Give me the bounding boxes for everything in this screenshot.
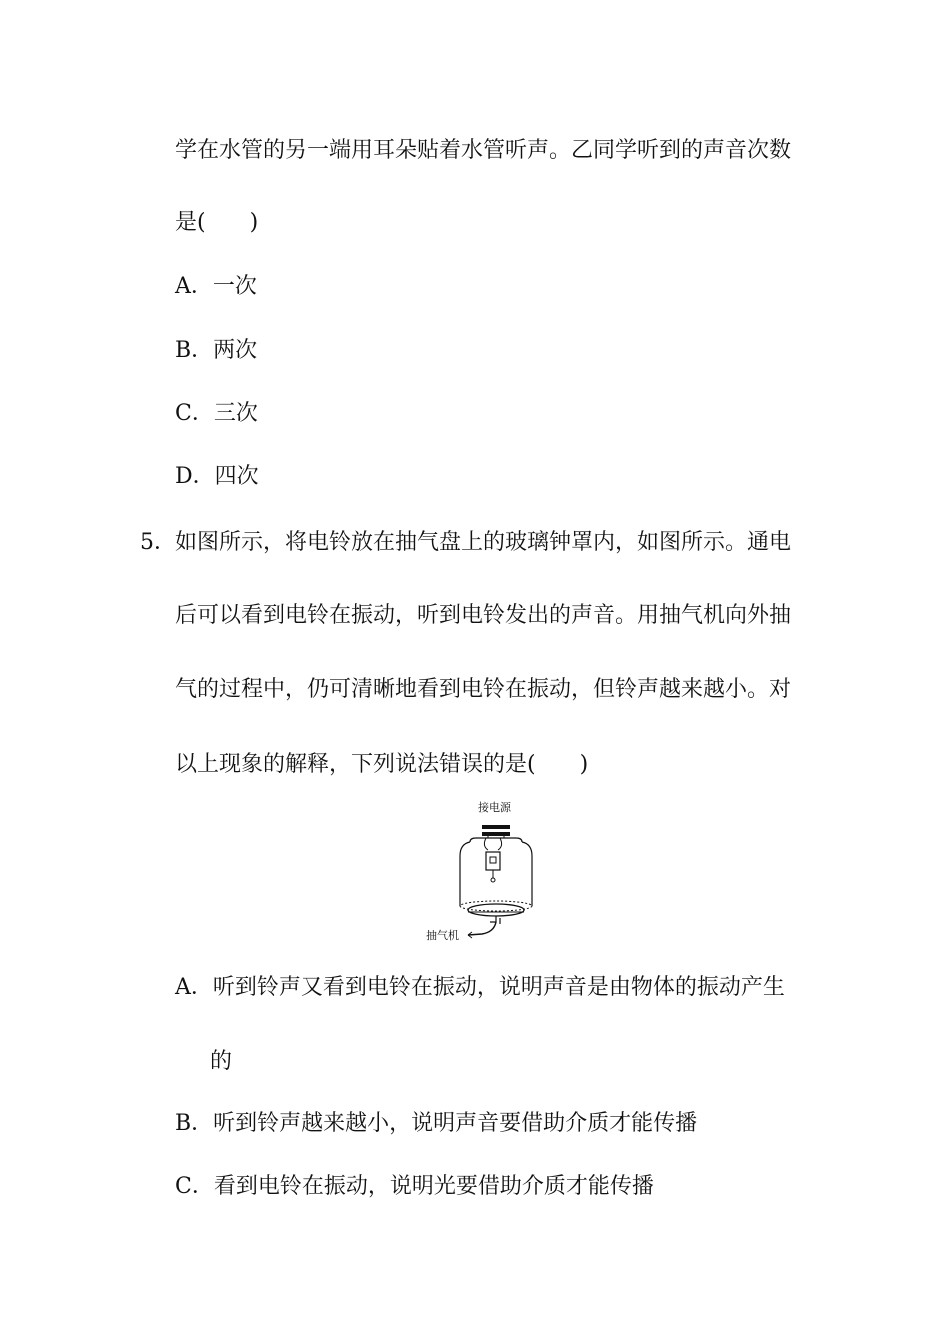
power-plug-bottom xyxy=(482,832,510,836)
power-plug-top xyxy=(482,825,510,829)
q4-stem-line: 学在水管的另一端用耳朵贴着水管听声。乙同学听到的声音次数 xyxy=(175,138,792,163)
bell-hammer xyxy=(491,878,495,882)
bell-jar-figure xyxy=(420,798,550,948)
q4-option-d: D．四次 xyxy=(175,464,259,489)
jar-neck xyxy=(470,838,522,842)
jar-right-wall xyxy=(522,842,532,906)
q4-option-c: C．三次 xyxy=(175,401,258,426)
bell-wires xyxy=(484,838,501,850)
q5-option-c: C．看到电铃在振动，说明光要借助介质才能传播 xyxy=(175,1174,654,1199)
pump-label: 抽气机 xyxy=(426,929,459,942)
q4-stem-end: 是( ) xyxy=(175,210,259,235)
pump-tube xyxy=(468,922,496,935)
q4-option-b: B．两次 xyxy=(175,338,258,363)
electric-bell xyxy=(486,852,500,870)
q5-stem-line: 以上现象的解释，下列说法错误的是( ) xyxy=(175,752,589,777)
q5-stem-line: 如图所示，将电铃放在抽气盘上的玻璃钟罩内，如图所示。通电 xyxy=(175,530,792,555)
jar-base-rim xyxy=(460,901,532,911)
jar-left-wall xyxy=(460,842,470,906)
q5-option-a-wrap: 的 xyxy=(210,1049,233,1074)
q5-stem-line: 气的过程中，仍可清晰地看到电铃在振动，但铃声越来越小。对 xyxy=(175,677,792,702)
q5-stem-line: 后可以看到电铃在振动，听到电铃发出的声音。用抽气机向外抽 xyxy=(175,603,792,628)
power-label: 接电源 xyxy=(478,801,511,814)
q5-option-a: A．听到铃声又看到电铃在振动，说明声音是由物体的振动产生 xyxy=(175,975,785,1000)
q5-number: 5． xyxy=(140,530,176,555)
q4-option-a: A．一次 xyxy=(175,274,257,299)
q5-option-b: B．听到铃声越来越小，说明声音要借助介质才能传播 xyxy=(175,1111,698,1136)
